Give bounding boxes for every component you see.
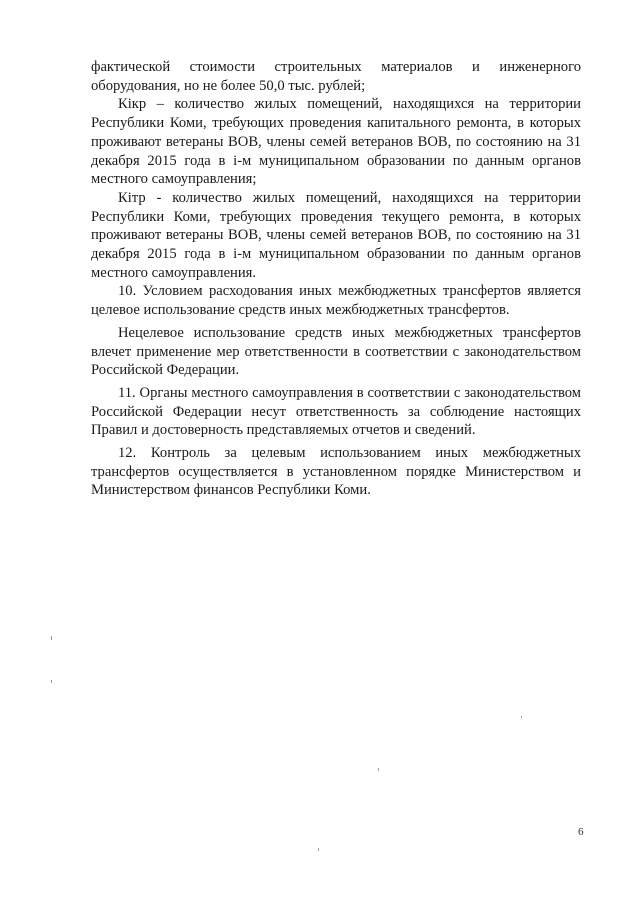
paragraph-item-11: 11. Органы местного самоуправления в соответствии с законодательством Российской Федерации несут ответственность за соблюдение настоящих Правил и достоверность представляемых отчетов и сведений. <box>91 384 581 439</box>
paragraph-item-10: 10. Условием расходования иных межбюджетных трансфертов является целевое использование средств иных межбюджетных трансфертов. <box>91 283 581 319</box>
page-number: 6 <box>578 826 584 838</box>
paragraph-item-12: 12. Контроль за целевым использованием иных межбюджетных трансфертов осуществляется в установленном порядке Министерством и Министерством финансов Республики Коми. <box>91 445 581 499</box>
paragraph-kitr-definition: Кітр - количество жилых помещений, находящихся на территории Республики Коми, требующих проведения текущего ремонта, в которых проживают ветераны ВОВ, члены семей ветеранов ВОВ, по состоянию на 31 декабря 2015 года в і-м муниципальном образовании по данным органов местного самоуправления. <box>91 189 581 281</box>
scan-speck <box>378 768 379 771</box>
scan-speck <box>51 636 52 640</box>
document-body <box>91 58 581 500</box>
paragraph-kikr-definition: Кікр – количество жилых помещений, находящихся на территории Республики Коми, требующих проведения капитального ремонта, в которых проживают ветераны ВОВ, члены семей ветеранов ВОВ, по состоянию на 31 декабря 2015 года в і-м муниципальном образовании по данным органов местного самоуправления; <box>91 96 581 188</box>
scan-speck <box>521 716 522 718</box>
scan-speck <box>318 848 319 851</box>
paragraph-continuation: фактической стоимости строительных материалов и инженерного оборудования, но не более 50,0 тыс. рублей; <box>91 59 581 94</box>
paragraph-misuse: Нецелевое использование средств иных межбюджетных трансфертов влечет применение мер ответственности в соответствии с законодательством Российской Федерации. <box>91 324 581 379</box>
scan-speck <box>51 680 52 683</box>
